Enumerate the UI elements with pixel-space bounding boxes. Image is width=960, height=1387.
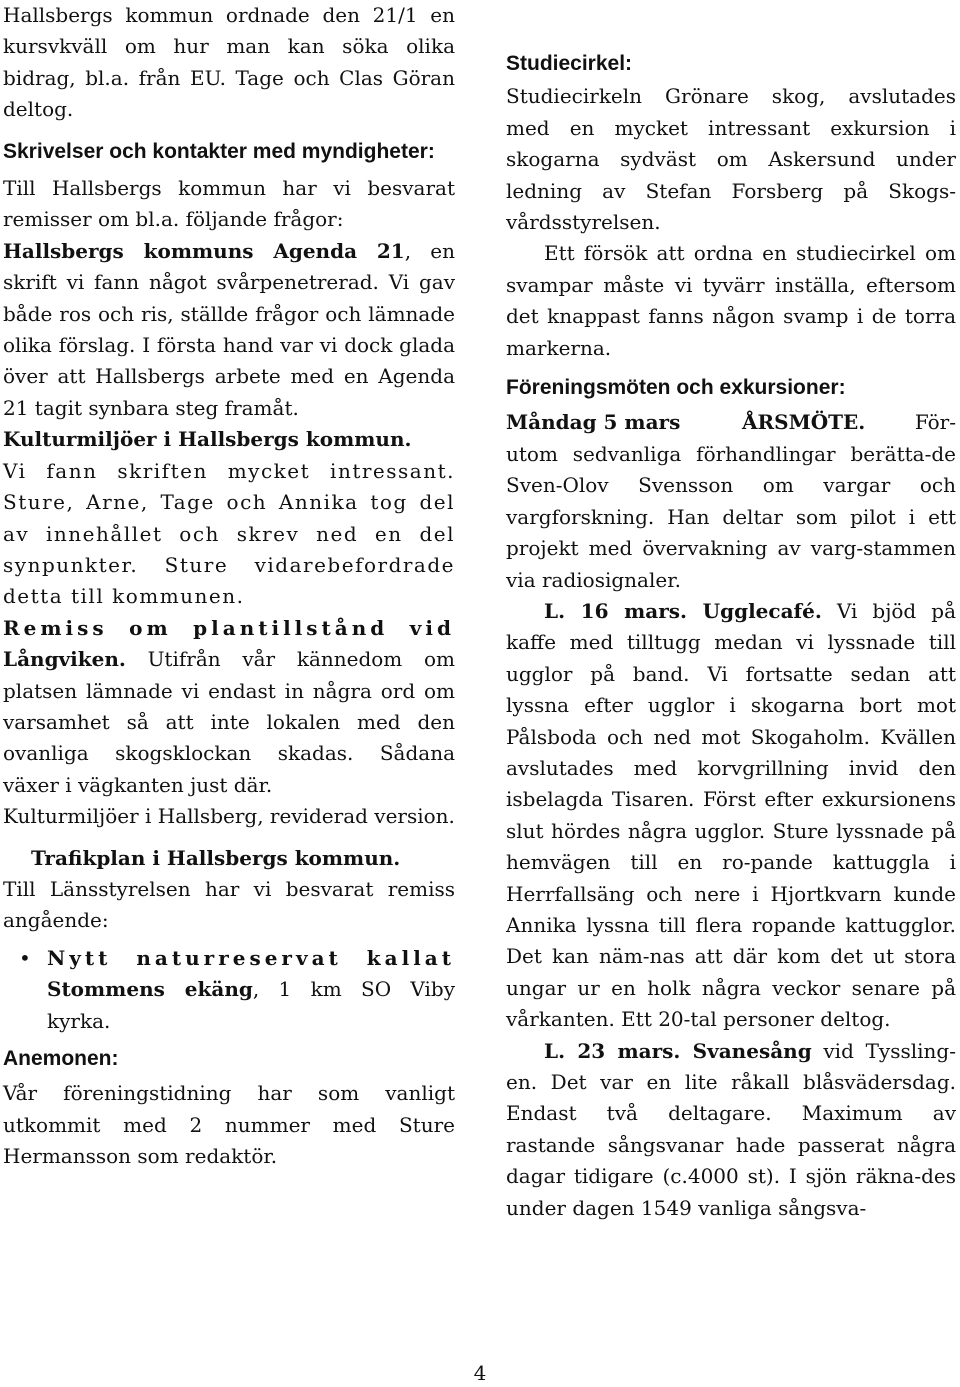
heading-skrivelser: Skrivelser och kontakter med myndigheter: <box>3 139 435 163</box>
remiss-paragraph <box>3 644 455 801</box>
meeting-1-date: Måndag 5 mars <box>506 410 681 435</box>
meeting-2-text: Vi bjöd på kaffe med tilltugg medan vi lyssnade till ugglor på band. Vi fortsatte sedan att lyssna efter ugglor i skogarna bort mot Pålsboda och ned mot Skogaholm. Kvällen avslutades med korvgrillning invid den isbelagda Tisaren. Först efter exkursionens slut hördes några ugglor. Sture lyssnade på hemvägen till en ro-pande kattuggla i Herrfallsäng och nere i Hjortkvarn kunde Annika lyssna till flera ropande kattugglor. Det kan näm-nas att där kom det ut stora ungar ur en holk några veckor senare på vårkanten. Ett 20-tal personer deltog. <box>506 598 956 1032</box>
bullet-bold-text: Stommens ekäng <box>47 977 253 1002</box>
bullet-list-item <box>3 943 455 1037</box>
studie-paragraph-2: Ett försök att ordna en studiecirkel om svampar måste vi tyvärr inställa, eftersom det knappast fanns någon svamp i de torra markerna. <box>506 241 956 360</box>
meeting-3-title: L. 23 mars. Svanesång <box>544 1038 812 1063</box>
studie-paragraph-1: Studiecirkeln Grönare skog, avslutades med en mycket intressant exkursion i skogarna sydväst om Askersund under ledning av Stefan Forsberg på Skogs-vårdsstyrelsen. <box>506 84 956 235</box>
meeting-1-paragraph <box>506 407 956 595</box>
bullet-spaced-text: Nytt naturreservat kallat <box>47 945 455 970</box>
kultur-paragraph: Vi fann skriften mycket intressant. Sture, Arne, Tage och Annika tog del av innehållet och skrev ned en del synpunkter. Sture vidarebefordrade detta till kommunen. <box>3 458 455 609</box>
kultur-revised: Kulturmiljöer i Hallsberg, reviderad version. <box>3 804 455 829</box>
meeting-1-text: För-utom sedvanliga förhandlingar berätta-de Sven-Olov Svensson om vargar och vargforskning. Han deltar som pilot i ett projekt med övervakning av varg-stammen via radiosignaler. <box>506 410 956 592</box>
skrivelser-paragraph: Till Hallsbergs kommun har vi besvarat remisser om bl.a. följande frågor: <box>3 176 455 232</box>
agenda-title: Hallsbergs kommuns Agenda 21 <box>3 238 405 263</box>
heading-anemonen: Anemonen: <box>3 1047 119 1070</box>
bullet-dot-icon: • <box>19 945 31 970</box>
meeting-1-title: ÅRSMÖTE. <box>742 410 866 435</box>
trafik-title: Trafikplan i Hallsbergs kommun. <box>31 845 401 870</box>
meeting-3-text: vid Tyssling-en. Det var en lite råkall blåsvädersdag. Endast två deltagare. Maximum av rastande sångsvanar hade passerat några dagar tidigare (c.4000 st). I sjön räkna-des under dagen 1549 vanliga sångsva- <box>506 1038 956 1220</box>
meeting-2-paragraph <box>506 596 956 1036</box>
bullet-rest-text: , 1 km SO Viby kyrka. <box>47 977 455 1033</box>
right-column <box>506 48 956 1224</box>
intro-paragraph: Hallsbergs kommun ordnade den 21/1 en kursvkväll om hur man kan söka olika bidrag, bl.a. från EU. Tage och Clas Göran deltog. <box>3 3 455 122</box>
remiss-title: Remiss om plantillstånd vid <box>3 615 455 640</box>
heading-studiecirkel: Studiecirkel: <box>506 52 633 75</box>
meeting-3-paragraph <box>506 1036 956 1224</box>
lansstyrelsen-paragraph: Till Länsstyrelsen har vi besvarat remiss angående: <box>3 876 455 933</box>
remiss-title-b: Långviken. <box>3 647 126 672</box>
bullet-line-2 <box>47 974 455 1037</box>
heading-moten: Föreningsmöten och exkursioner: <box>506 376 846 400</box>
page-number: 4 <box>473 1361 487 1385</box>
kultur-title: Kulturmiljöer i Hallsbergs kommun. <box>3 427 412 452</box>
meeting-2-title: L. 16 mars. Ugglecafé. <box>544 598 822 623</box>
agenda-text: , en skrift vi fann något svårpenetrerad. Vi gav både ros och ris, ställde frågor och lämnade olika förslag. I första hand var vi dock glada över att Hallsbergs arbete med en Agenda 21 tagit synbara steg framåt. <box>3 238 455 420</box>
anemonen-paragraph: Vår föreningstidning har som vanligt utkommit med 2 nummer med Sture Hermansson som redaktör. <box>3 1081 455 1169</box>
agenda-paragraph <box>3 236 455 424</box>
remiss-text: Utifrån vår kännedom om platsen lämnade vi endast in några ord om varsamhet så att inte lokalen med den ovanliga skogsklockan skadas. Sådana växer i vägkanten just där. <box>3 647 455 797</box>
left-column <box>3 0 455 1173</box>
